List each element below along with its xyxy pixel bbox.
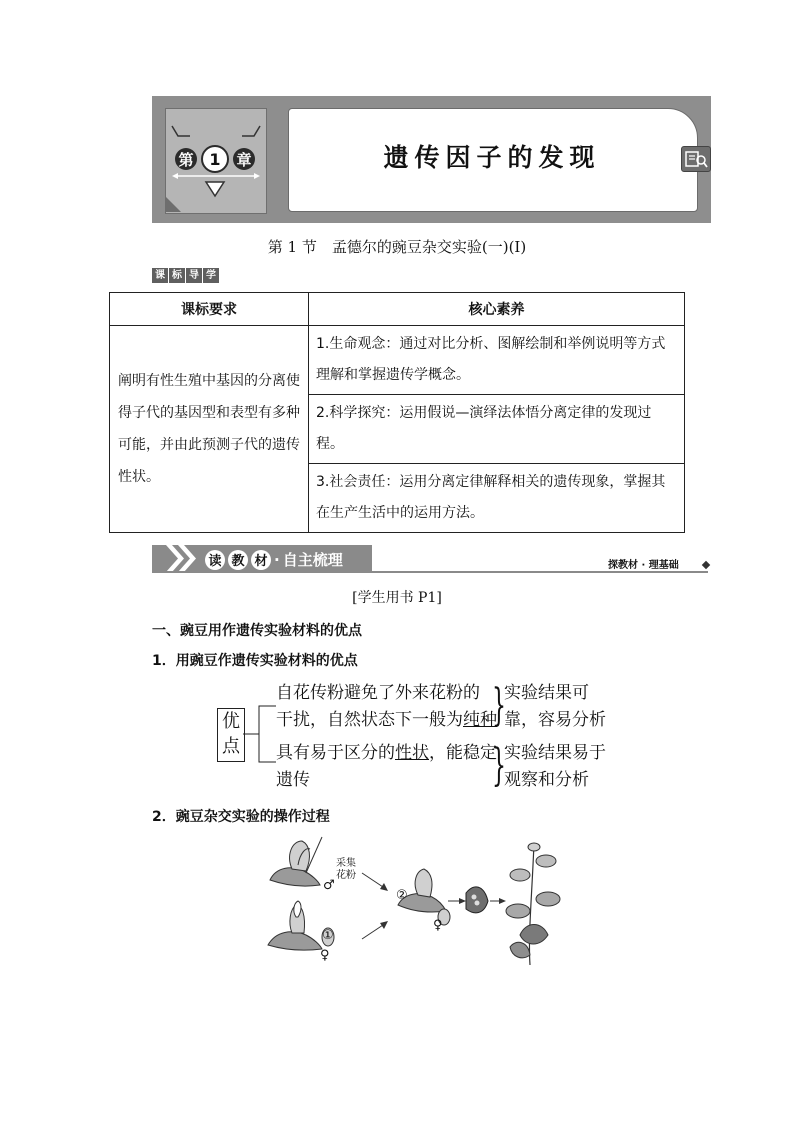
pea-pod-icon	[466, 887, 488, 913]
advantage-1-keyword: 纯种	[463, 710, 497, 730]
result-1-line-2: 靠，容易分析	[504, 710, 606, 730]
section-dot: ·	[274, 550, 280, 569]
literacy-cell: 1.生命观念：通过对比分析、图解绘制和举例说明等方式理解和掌握遗传学概念。	[309, 326, 685, 395]
step-2-label: ②	[396, 888, 408, 903]
result-2	[504, 740, 606, 794]
step-1-label: ①	[322, 928, 334, 943]
heading-crossing-process: 2．豌豆杂交实验的操作过程	[152, 809, 330, 825]
right-brace-icon: }	[492, 680, 506, 731]
section-char: 教	[228, 550, 248, 570]
female-symbol: ♀	[320, 948, 330, 963]
section-bar-rest: 自主梳理	[282, 551, 343, 569]
result-1-line-1: 实验结果可	[504, 683, 589, 703]
standards-table	[109, 292, 685, 533]
chapter-badge	[175, 146, 255, 172]
pea-crossing-illustration	[262, 835, 562, 970]
badge-char-right: 章	[233, 148, 255, 170]
right-brace-icon: }	[492, 740, 506, 791]
advantage-row-2	[276, 740, 497, 794]
result-2-line-1: 实验结果易于	[504, 743, 606, 763]
chapter-number: 1	[201, 145, 229, 173]
chapter-title: 遗传因子的发现	[383, 143, 601, 172]
advantages-label-top: 优	[222, 711, 240, 732]
collect-pollen-label	[336, 858, 356, 882]
table-header: 核心素养	[309, 293, 685, 326]
tag-char: 导	[186, 268, 202, 283]
heading-advantages-sub: 1．用豌豆作遗传实验材料的优点	[152, 653, 358, 669]
male-symbol: ♂	[323, 878, 335, 893]
advantage-2-keyword: 性状	[395, 743, 429, 763]
literacy-cell: 2.科学探究：运用假说—演绎法体悟分离定律的发现过程。	[309, 395, 685, 464]
requirement-cell: 阐明有性生殖中基因的分离使得子代的基因型和表型有多种可能，并由此预测子代的遗传性状。	[110, 326, 309, 533]
literacy-cell: 3.社会责任：运用分离定律解释相关的遗传现象，掌握其在生产生活中的运用方法。	[309, 464, 685, 533]
heading-advantages: 一、豌豆用作遗传实验材料的优点	[152, 623, 362, 639]
advantage-2-line-2: 遗传	[276, 770, 310, 790]
section-bar-right-label: 探教材 · 理基础	[608, 560, 679, 571]
diamond-icon	[702, 561, 710, 569]
section-title: 第 1 节 孟德尔的豌豆杂交实验(一)(Ⅰ)	[267, 238, 527, 256]
table-header-row	[110, 293, 685, 326]
result-2-line-2: 观察和分析	[504, 770, 589, 790]
tag-char: 学	[203, 268, 219, 283]
table-header: 课标要求	[110, 293, 309, 326]
read-book-icon	[681, 146, 711, 172]
section-bar-label	[205, 549, 343, 570]
branch-connector	[243, 700, 277, 770]
advantage-1-line-1: 自花传粉避免了外来花粉的	[276, 683, 480, 703]
table-row	[110, 326, 685, 395]
section-char: 材	[251, 550, 271, 570]
pea-plant-icon	[506, 843, 560, 965]
tag-char: 课	[152, 268, 168, 283]
collect-pollen-line-1: 采集	[336, 858, 356, 869]
curriculum-guide-tag	[152, 268, 220, 283]
advantage-1-line-2	[276, 707, 497, 734]
collect-pollen-line-2: 花粉	[336, 870, 356, 881]
double-chevron-icon	[152, 545, 202, 572]
book-reference: [学生用书 P1]	[352, 590, 442, 606]
male-flower-icon	[270, 837, 322, 886]
advantages-label-bottom: 点	[222, 736, 240, 757]
section-divider	[152, 571, 708, 573]
advantage-2-text-b: ，能稳定	[429, 743, 497, 763]
advantage-2-text-a: 具有易于区分的	[276, 743, 395, 763]
advantage-row-1	[276, 680, 497, 734]
female-symbol: ♀	[433, 918, 443, 933]
result-1	[504, 680, 606, 734]
advantage-2-line-1	[276, 740, 497, 767]
advantages-box	[217, 708, 245, 762]
advantage-1-text: 干扰，自然状态下一般为	[276, 710, 463, 730]
badge-char-left: 第	[175, 148, 197, 170]
section-char: 读	[205, 550, 225, 570]
tag-char: 标	[169, 268, 185, 283]
